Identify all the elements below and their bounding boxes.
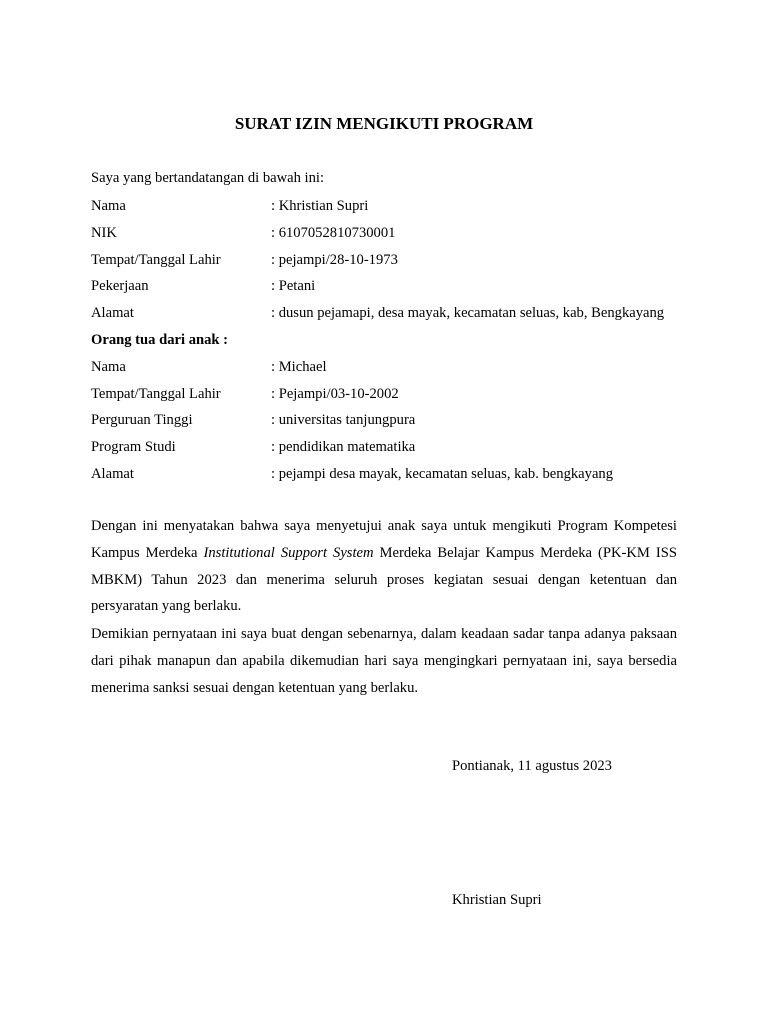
field-value: : Khristian Supri <box>271 198 369 214</box>
field-value: : 6107052810730001 <box>271 224 396 241</box>
field-value: : Petani <box>271 278 316 295</box>
field-label: Nama <box>91 358 126 375</box>
child-row-address <box>91 461 691 488</box>
consent-paragraph <box>91 513 677 620</box>
signer-name: Khristian Supri <box>452 892 542 908</box>
field-label: Pekerjaan <box>91 278 149 295</box>
parent-row-name <box>91 193 691 220</box>
field-label: Tempat/Tanggal Lahir <box>91 385 221 402</box>
letter-title: SURAT IZIN MENGIKUTI PROGRAM <box>234 114 534 133</box>
field-value: : pendidikan matematika <box>271 439 416 456</box>
field-label: Tempat/Tanggal Lahir <box>91 251 221 268</box>
field-value: : Pejampi/03-10-2002 <box>271 385 399 402</box>
field-label: Alamat <box>91 305 134 322</box>
parent-row-occupation <box>91 273 691 300</box>
field-label: Nama <box>91 198 126 214</box>
intro-text: Saya yang bertandatangan di bawah ini: <box>91 170 325 186</box>
field-value: : Michael <box>271 358 327 375</box>
child-row-name <box>91 354 691 381</box>
child-row-study-program <box>91 434 691 461</box>
parent-row-nik <box>91 220 691 247</box>
field-label: NIK <box>91 224 117 241</box>
child-section-heading: Orang tua dari anak : <box>91 331 229 348</box>
parent-row-address <box>91 300 691 327</box>
consent-text-italic: Institutional Support System <box>203 544 374 561</box>
place-date: Pontianak, 11 agustus 2023 <box>452 758 612 774</box>
field-value: : universitas tanjungpura <box>271 412 416 429</box>
field-value: : pejampi/28-10-1973 <box>271 251 398 268</box>
child-row-university <box>91 407 691 434</box>
field-value: : pejampi desa mayak, kecamatan seluas, kab. bengkayang <box>271 465 614 482</box>
declaration-paragraph: Demikian pernyataan ini saya buat dengan sebenarnya, dalam keadaan sadar tanpa adanya paksaan dari pihak manapun dan apabila dikemudian hari saya mengingkari pernyataan ini, saya bersedia menerima sanksi sesuai dengan ketentuan yang berlaku. <box>91 626 677 696</box>
field-label: Perguruan Tinggi <box>91 412 193 429</box>
consent-text-end: Merdeka Belajar Kampus Merdeka (PK-KM ISS MBKM) Tahun 2023 dan menerima seluruh proses kegiatan sesuai dengan ketentuan dan persyaratan yang berlaku. <box>91 544 677 615</box>
parent-row-birth <box>91 247 691 274</box>
parent-identity-block <box>91 193 691 488</box>
field-value: : dusun pejamapi, desa mayak, kecamatan seluas, kab, Bengkayang <box>271 305 665 322</box>
consent-text-start: Dengan ini menyatakan bahwa saya menyetujui anak saya untuk mengikuti Program Kompetesi Kampus Merdeka <box>91 518 677 561</box>
field-label: Program Studi <box>91 439 176 456</box>
field-label: Alamat <box>91 465 134 482</box>
child-row-birth <box>91 381 691 408</box>
